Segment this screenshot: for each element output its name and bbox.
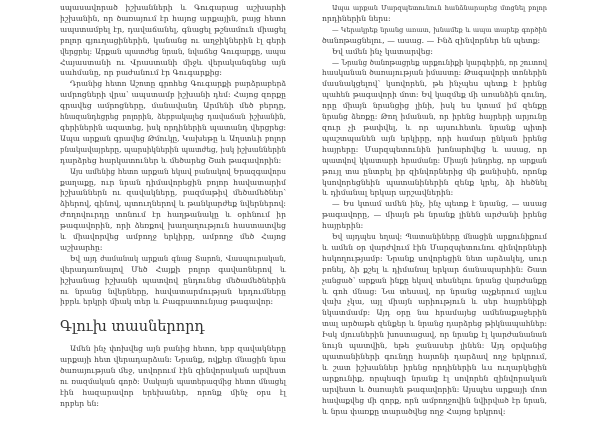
text-line: որը միայն նրանցից լինի, իսկ ես կտամ իմ զենքը <box>322 101 547 111</box>
text-line: վախ չկա, այլ միայն արիություն և սեր հայրենիքի <box>322 297 547 307</box>
right-column-text <box>322 3 547 417</box>
left-column-lower-text <box>60 344 286 409</box>
text-line: ծանոթացնելու, — ասաց. — Ինձ զինվորներ են պետք: <box>322 35 541 45</box>
text-line: հսկողությամբ: Նրանք սովորեցին նետ արձակել, սուր <box>322 253 547 263</box>
chapter-heading: Գլուխ տասներորդ <box>60 319 205 335</box>
text-line: ծառայության մեջ, սովորում էին զինվորական արվեստ <box>60 365 286 375</box>
text-line: ամրոցների վրա՝ ապստամբ իշխանի դեմ: Հայոց զորքը <box>60 90 286 100</box>
paragraph <box>322 232 547 417</box>
text-line: Դրանից հետո Աշոտը գրոհեց Գուգարքի բարձրաբերձ <box>70 79 286 89</box>
text-line: պահեն թագավորի մոտ: Եվ կազմեք մի առանձին գունդ, <box>322 90 547 100</box>
text-line: նկատմամբ: Այդ օրը նա հրամայեց ամենաքաջերին <box>322 308 547 318</box>
paragraph <box>60 3 286 79</box>
text-line: տալ արծաթե զենքեր և նրանց դարձրեց թիկնապահներ: <box>322 319 547 329</box>
text-line: — Նրանց ծանոթացրեք արքունիքի կարգերին, որ շուտով <box>332 58 547 67</box>
paragraph <box>60 79 286 166</box>
text-line: որդիներին ներս: <box>322 13 391 23</box>
text-line: սահմանը, որ բաժանում էր Գուգարքից: <box>60 68 222 78</box>
text-line: վերադառնալով Մեծ Հայքի բոլոր գավառներով և <box>60 264 286 274</box>
text-line: և նրա փառքը տարածվեց ողջ Հայոց երկրով: <box>322 406 506 416</box>
text-line: էին հազարավոր երեխաներ, որոնք մինչ օրս էլ <box>60 387 286 397</box>
text-line: և շատ իշխաններ իրենց որդիներին ևս ուղարկեցին <box>322 362 547 372</box>
text-line: նույն պատվին, եթե ջանասեր լինեն: Այդ օրվանից <box>322 341 547 351</box>
text-line: Եվ այդ ժամանակ արքան գնաց Տարոն, Վասպուրական, <box>70 254 286 263</box>
paragraph <box>322 199 547 232</box>
text-line: որբեր են: <box>60 398 99 408</box>
text-line: ու նրանց նվերները, հավատարմության երդումները <box>60 286 286 296</box>
text-line: կսովորեցնեին պատանիներին զենք կրել, ձի հեծնել <box>322 177 547 187</box>
text-line: հավաքվեց մի զորք, որն ամբողջովին նվիրված էր նրան, <box>322 395 547 405</box>
text-line: գրավեց ամրոցները, մանավանդ Արմենի մեծ բերդը, <box>60 101 286 111</box>
text-line: թույլ տա ընտրել իր զինվորներից մի քանիսին, որոնք <box>322 166 547 176</box>
text-line: բռնել, ձի քշել և դիմանալ երկար ճանապարհին: Շատ <box>322 264 547 274</box>
text-line: իշխանաց իշխանի պատվով ընդունեց մեծամեծներին <box>60 275 286 285</box>
paragraph <box>322 3 547 25</box>
text-line: չանցած՝ արքան ինքը եկավ տեսնելու նրանց վարժանքը <box>322 275 547 285</box>
text-line: և դիմանալ երկար արշավներին: <box>322 188 454 198</box>
text-line: նրանց ձեռքը: Թող իմանան, որ իրենց հայրերի արյունը <box>322 112 547 122</box>
text-line: պաշտպանեն այն երկիրը, որի համար ընկան իրենց <box>322 133 547 143</box>
text-line: հասկանան ծառայության իմաստը: Թագավորի տոներին <box>322 68 547 78</box>
left-column-upper-text <box>60 3 286 308</box>
text-line: Հայաստանի ու Վրաստանի միջև վերականգնեց այն <box>60 57 286 67</box>
text-line: Ժողովուրդը տոնում էր հաղթանակը և օրհնում իր <box>60 210 286 220</box>
text-line: և ամեն օր վարժվում էին Մարզպետունու զինվորների <box>322 242 547 252</box>
text-line: մասնակցելով՝ կսովորեն, թե ինչպես պետք է իրենց <box>322 79 547 89</box>
text-line: հայրերը: Մարզպետունին խոնարհվեց և ասաց, որ <box>322 144 547 154</box>
paragraph <box>60 254 286 309</box>
paragraph <box>60 167 286 254</box>
text-line: արքունիք, որպեսզի նրանք էլ սովորեն զինվորական <box>322 373 547 383</box>
text-line: արվեստ և ծառայեն թագավորին: Այսպես արքայի մոտ <box>322 384 547 394</box>
text-line: զուր չի թափվել, և որ այսուհետև նրանք պիտի <box>322 122 547 132</box>
text-line: ապստամբել էր, դավաճանել, գնացել թշնամուն միացել <box>60 24 286 34</box>
text-line: հայրերին: <box>322 221 364 231</box>
text-line: Եվ ամեն ինչ կատարվեց: <box>332 46 433 56</box>
text-line: և գոհ մնաց: Նա տեսավ, որ նրանց աչքերում այլևս <box>322 286 547 296</box>
text-line: թագավորը, — միայն թե նրանք լինեն արժանի իրենց <box>322 210 547 220</box>
paragraph <box>60 344 286 409</box>
text-line: բոլոր գյուղացիներին, կանանց ու աղջիկներին էլ գերի <box>60 35 286 45</box>
text-line: ձիերով, գինով, պտուղներով և թանկարժեք նվերներով: <box>60 199 286 209</box>
text-line: Եվ այդպես եղավ: Պատանիները մնացին արքունիքում <box>332 232 547 242</box>
text-line: դարձրեց հարկատուներ և մեծարեց Շահ թագավորին: <box>60 155 282 165</box>
text-line: Իսկ մյուսներին խոստացավ, որ նրանք էլ կարժանանան <box>322 330 547 340</box>
text-line: Ապա արքան գրավեց Թմուկը, Կախեթը և Աղստևի բոլոր <box>60 133 286 143</box>
text-line: թագավորին, որի ձեռքով խաղաղություն հաստատվեց <box>60 221 286 231</box>
text-line: — Ես կտամ ամեն ինչ, ինչ պետք է նրանց, — ասաց <box>332 199 547 209</box>
text-line: սպասավորած իշխանների և Գուգարաց աշխարհի <box>60 3 286 12</box>
text-line: և միավորվեց ամբողջ երկիրը, ամբողջ մեծ Հայոց <box>60 232 286 242</box>
text-line: պատանիների գունդը հայտնի դարձավ ողջ երկրում, <box>322 352 547 361</box>
paragraph <box>322 25 547 47</box>
text-line: իբրև երկրի միակ տեր և Բագրատունյաց թագավոր: <box>60 297 274 307</box>
text-line: արքայի հետ վերադարձան: Նրանք, ովքեր մնացին նրա <box>60 354 286 364</box>
text-line: իշխաններն ու զավակները, բազմաթիվ մեծամեծներ՝ <box>60 188 286 198</box>
text-line: գերիներին ազատեց, իսկ որդիներին պատանդ վերցրեց: <box>60 122 286 132</box>
text-line: աշխարհը: <box>60 242 103 252</box>
text-line: հնազանդեցրեց բոլորին, ձերբակալեց դավաճան իշխանին, <box>60 113 286 122</box>
paragraph <box>322 58 547 200</box>
text-line: քաղաքը, ուր նրան դիմավորեցին բոլոր հավատարիմ <box>60 177 286 187</box>
paragraph <box>322 47 547 58</box>
text-line: բնակավայրերը, պարսիկներին պատժեց, իսկ իշխաններին <box>60 144 286 154</box>
text-line: ու ռազմական գործ: Սակայն պատերազմից հետո մնացել <box>60 376 286 386</box>
text-line: Այս ամենից հետո արքան եկավ բանակով Երազգավորս <box>70 166 286 176</box>
text-line: Ամեն ինչ փոխվեց այն բանից հետո, երբ զավակները <box>70 344 286 353</box>
text-line: վերցրել: Արքան պատժեց նրան, նվաճեց Գուգարքը, ապա <box>60 46 286 56</box>
text-line: — Կերակրեք նրանց առատ, խնամեք և ապա տարեք գործին <box>332 25 547 34</box>
text-line: Ապա արքան Մարզպետունուն հանձնարարեց մտցնել բոլոր <box>332 4 547 12</box>
text-line: իշխանին, որ ծառայում էր հայոց արքային, բայց հետո <box>60 13 286 23</box>
text-line: պատվով կկատարի հրամանը: Միայն խնդրեց, որ արքան <box>322 155 547 165</box>
